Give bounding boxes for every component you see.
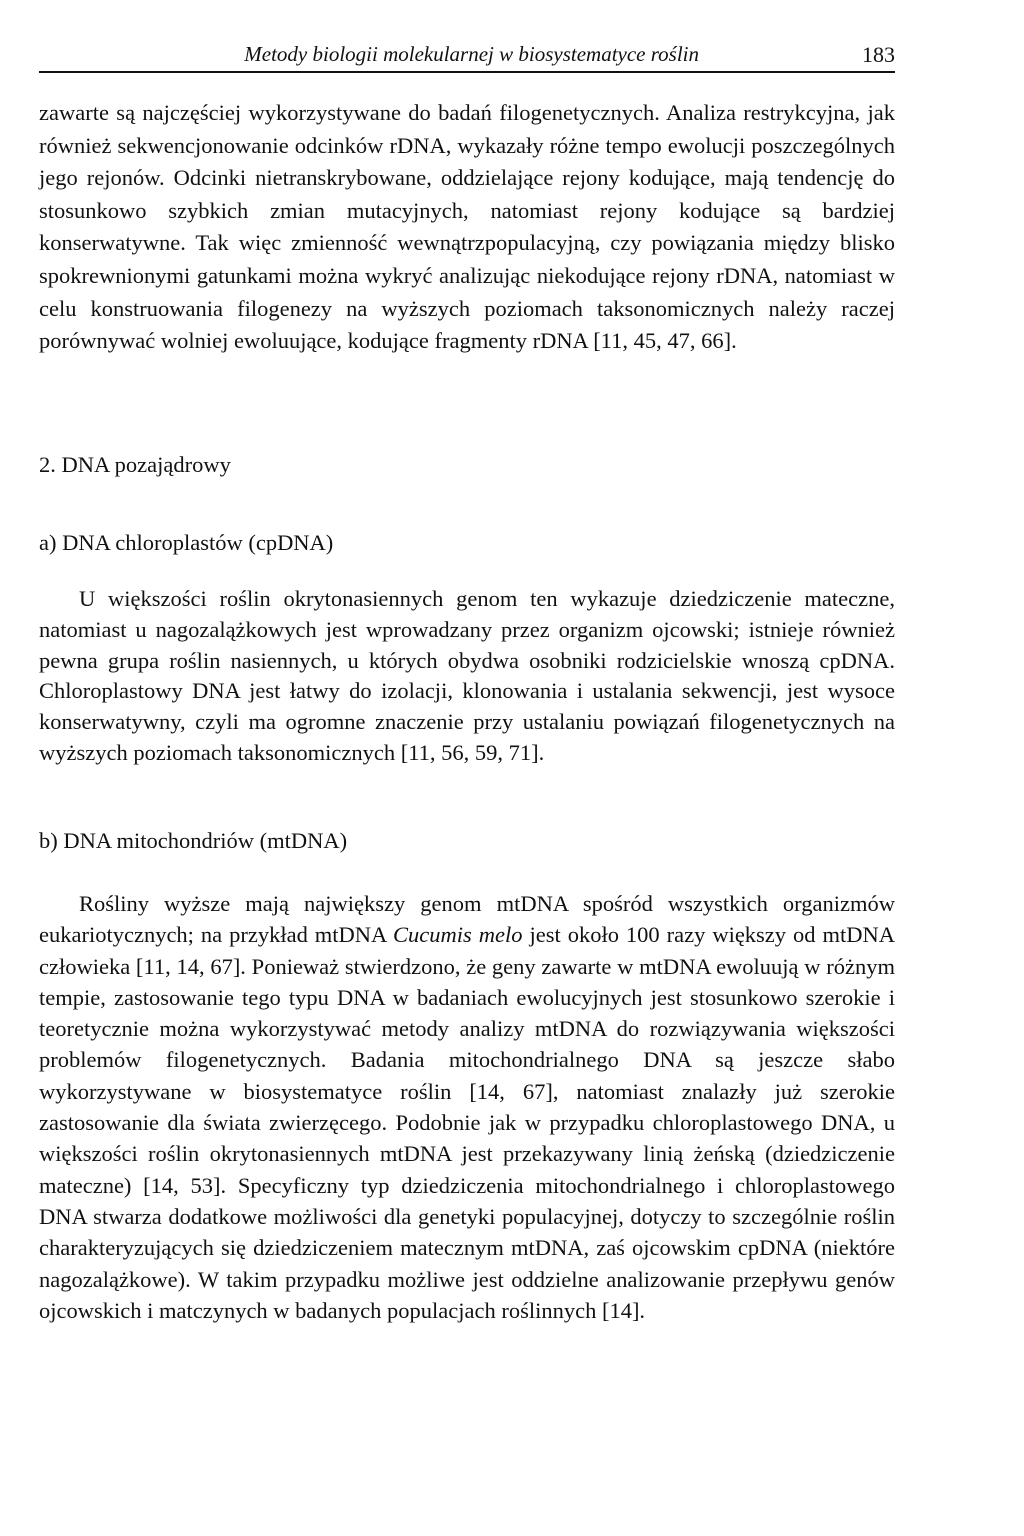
page-number: 183 xyxy=(862,42,895,67)
document-page xyxy=(39,0,895,1536)
paragraph-cpdna: U większości roślin okrytonasiennych genom ten wykazuje dziedziczenie mateczne, natomiast u nagozalążkowych jest wprowadzany przez organizm ojcowski; istnieje również pewna grupa roślin nasiennych, u których obydwa osobniki rodzicielskie wnoszą cpDNA. Chloroplastowy DNA jest łatwy do izolacji, klonowania i ustalania sekwencji, jest wysoce konserwatywny, czyli ma ogromne znaczenie przy ustalaniu powiązań filogenetycznych na wyższych poziomach taksonomicznych [11, 56, 59, 71]. xyxy=(39,586,895,765)
running-title: Metody biologii molekularnej w biosystematyce roślin xyxy=(244,42,699,66)
paragraph-mtdna-part-1: Rośliny wyższe mają największy genom mtDNA spośród wszystkich organizmów eukariotycznych; na przykład mtDNA xyxy=(39,891,895,948)
running-head xyxy=(39,42,895,72)
body-text-mtdna xyxy=(39,888,895,1326)
body-text-cpdna xyxy=(39,584,895,769)
subsection-heading-mtdna: b) DNA mitochondriów (mtDNA) xyxy=(39,828,348,853)
subsection-heading-cpdna: a) DNA chloroplastów (cpDNA) xyxy=(39,530,334,555)
section-heading-extranuclear-dna: 2. DNA pozajądrowy xyxy=(39,452,231,477)
species-name: Cucumis melo xyxy=(393,922,523,948)
paragraph-mtdna-part-2: jest około 100 razy większy od mtDNA człowieka [11, 14, 67]. Ponieważ stwierdzono, że geny zawarte w mtDNA ewoluują w różnym tempie, zastosowanie tego typu DNA w badaniach ewolucyjnych jest stosunkowo szerokie i teoretycznie można wykorzystywać metody analizy mtDNA do rozwiązywania większości problemów filogenetycznych. Badania mitochondrialnego DNA są jeszcze słabo wykorzystywane w biosystematyce roślin [14, 67], natomiast znalazły już szerokie zastosowanie dla świata zwierzęcego. Podobnie jak w przypadku chloroplastowego DNA, u większości roślin okrytonasiennych mtDNA jest przekazywany linią żeńską (dziedziczenie mateczne) [14, 53]. Specyficzny typ dziedziczenia mitochondrialnego i chloroplastowego DNA stwarza dodatkowe możliwości dla genetyki populacyjnej, dotyczy to szczególnie roślin charakteryzujących się dziedziczeniem matecznym mtDNA, zaś ojcowskim cpDNA (niektóre nagozalążkowe). W takim przypadku możliwe jest oddzielne analizowanie przepływu genów ojcowskich i matczynych w badanych populacjach roślinnych [14]. xyxy=(39,922,895,1323)
header-rule xyxy=(39,71,895,73)
paragraph-rdna: zawarte są najczęściej wykorzystywane do badań filogenetycznych. Analiza restrykcyjna, jak również sekwencjonowanie odcinków rDNA, wykazały różne tempo ewolucji poszczególnych jego rejonów. Odcinki nietranskrybowane, oddzielające rejony kodujące, mają tendencję do stosunkowo szybkich zmian mutacyjnych, natomiast rejony kodujące są bardziej konserwatywne. Tak więc zmienność wewnątrzpopulacyjną, czy powiązania między blisko spokrewnionymi gatunkami można wykryć analizując niekodujące rejony rDNA, natomiast w celu konstruowania filogenezy na wyższych poziomach taksonomicznych należy raczej porównywać wolniej ewoluujące, kodujące fragmenty rDNA [11, 45, 47, 66]. xyxy=(39,100,895,354)
paragraph-mtdna xyxy=(39,888,895,1326)
body-text-top xyxy=(39,97,895,358)
